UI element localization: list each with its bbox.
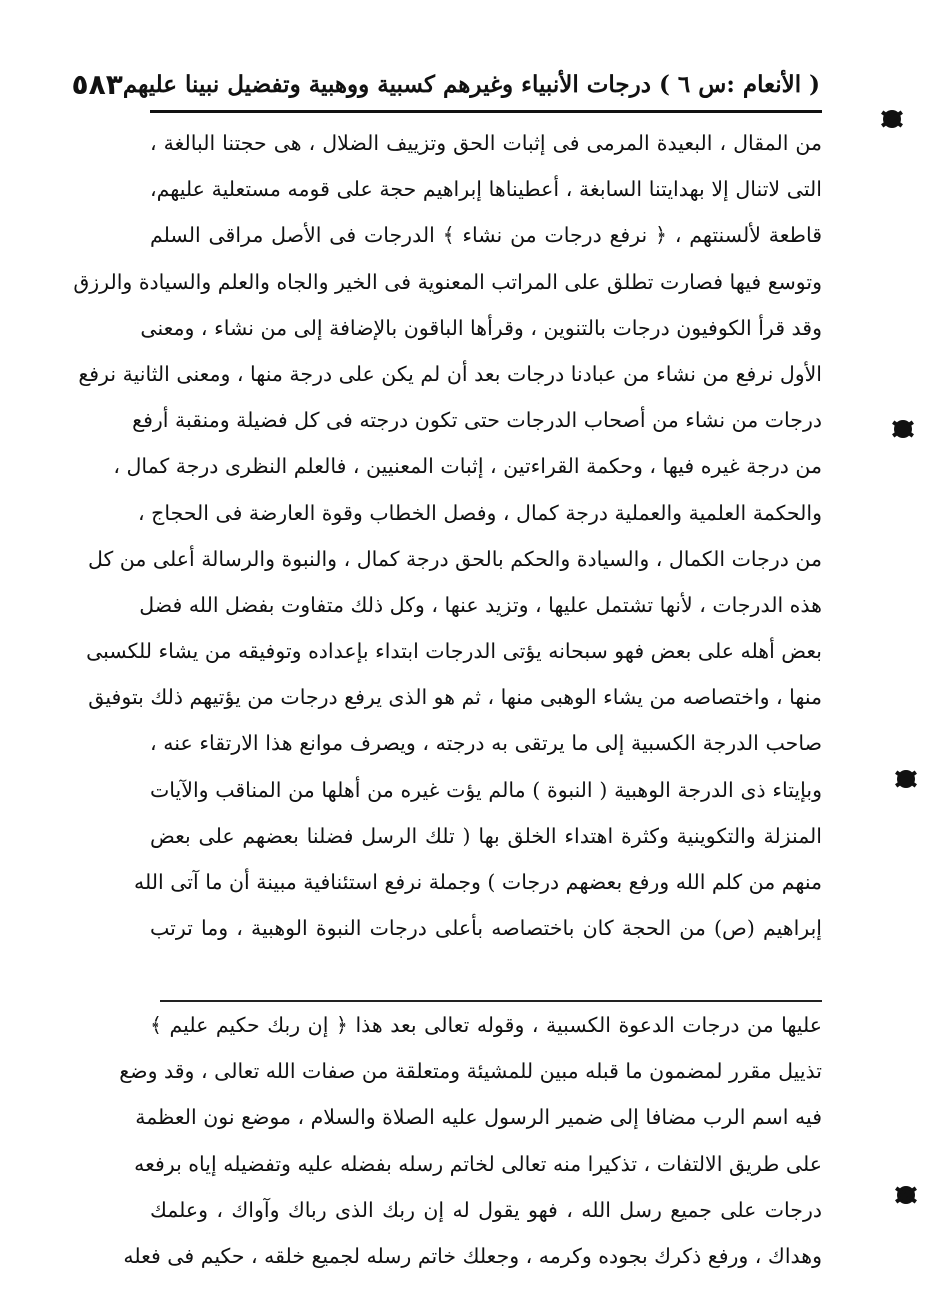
text-line: المنزلة والتكوينية وكثرة اهتداء الخلق بها ( تلك الرسل فضلنا بعضهم على بعض bbox=[150, 823, 822, 848]
binding-hole-mark bbox=[897, 1186, 915, 1204]
footnote-line: على طريق الالتفات ، تذكيرا منه تعالى لخاتم رسله بفضله عليه وتفضيله إياه برفعه bbox=[134, 1151, 822, 1176]
text-line: منها ، واختصاصه من يشاء الوهبى منها ، ثم هو الذى يرفع درجات من يؤتيهم ذلك بتوفيق bbox=[88, 685, 822, 710]
footnote-line: درجات على جميع رسل الله ، فهو يقول له إن ربك الذى رباك وآواك ، وعلمك bbox=[150, 1197, 822, 1222]
text-line: إبراهيم (ص) من الحجة كان باختصاصه بأعلى درجات النبوة الوهبية ، وما ترتب bbox=[150, 916, 822, 941]
header-rule bbox=[150, 110, 822, 113]
main-text bbox=[73, 120, 822, 951]
binding-hole-mark bbox=[883, 110, 901, 128]
text-line: صاحب الدرجة الكسبية إلى ما يرتقى به درجته ، ويصرف موانع هذا الارتقاء عنه ، bbox=[150, 731, 822, 756]
running-title: ( الأنعام :س ٦ ) درجات الأنبياء وغيرهم كسبية ووهبية وتفضيل نبينا عليهم bbox=[122, 70, 820, 98]
footnote-line: وهداك ، ورفع ذكرك بجوده وكرمه ، وجعلك خاتم رسله لجميع خلقه ، حكيم فى فعله bbox=[123, 1243, 822, 1268]
footnote-line: عليها من درجات الدعوة الكسبية ، وقوله تعالى بعد هذا ﴿ إن ربك حكيم عليم ﴾ bbox=[150, 1013, 822, 1037]
footnote-line: فيه اسم الرب مضافا إلى ضمير الرسول عليه الصلاة والسلام ، موضع نون العظمة bbox=[135, 1105, 822, 1130]
text-line: وقد قرأ الكوفيون درجات بالتنوين ، وقرأها الباقون بالإضافة إلى من نشاء ، ومعنى bbox=[140, 315, 822, 340]
text-line: والحكمة العلمية والعملية درجة كمال ، وفصل الخطاب وقوة العارضة فى الحجاج ، bbox=[137, 500, 822, 525]
text-line: التى لاتنال إلا بهدايتنا السابغة ، أعطيناها إبراهيم حجة على قومه مستعلية عليهم، bbox=[150, 177, 822, 202]
text-line: من درجة غيره فيها ، وحكمة القراءتين ، إثبات المعنيين ، فالعلم النظرى درجة كمال ، bbox=[113, 454, 822, 479]
footnote-text bbox=[119, 1002, 822, 1279]
text-line: منهم من كلم الله ورفع بعضهم درجات ) وجملة نرفع استئنافية مبينة أن ما آتى الله bbox=[133, 870, 822, 894]
text-line: هذه الدرجات ، لأنها تشتمل عليها ، وتزيد عنها ، وكل ذلك متفاوت بفضل الله فضل bbox=[139, 592, 822, 617]
text-line: الأول نرفع من نشاء من عبادنا درجات بعد أن لم يكن على درجة منها ، ومعنى الثانية نرفع bbox=[78, 361, 822, 386]
binding-hole-mark bbox=[897, 770, 915, 788]
page-header bbox=[71, 58, 820, 110]
text-line: من المقال ، البعيدة المرمى فى إثبات الحق وتزييف الضلال ، هى حجتنا البالغة ، bbox=[150, 131, 822, 155]
text-line: من درجات الكمال ، والسيادة والحكم بالحق درجة كمال ، والنبوة والرسالة أعلى من كل bbox=[87, 546, 822, 571]
text-line: درجات من نشاء من أصحاب الدرجات حتى تكون درجته فى كل فضيلة ومنقبة أرفع bbox=[132, 408, 822, 433]
page-number: ٥٨٣ bbox=[71, 67, 123, 101]
text-line: بعض أهله على بعض فهو سبحانه يؤتى الدرجات ابتداء بإعداده وتوفيقه من يشاء للكسبى bbox=[86, 639, 822, 664]
binding-hole-mark bbox=[894, 420, 912, 438]
text-line: قاطعة لألسنتهم ، ﴿ نرفع درجات من نشاء ﴾ الدرجات فى الأصل مراقى السلم bbox=[150, 223, 822, 248]
text-line: وتوسع فيها فصارت تطلق على المراتب المعنوية فى الخير والجاه والعلم والسيادة والرزق bbox=[73, 269, 822, 294]
footnote-line: تذييل مقرر لمضمون ما قبله مبين للمشيئة ومتعلقة من صفات الله تعالى ، وقد وضع bbox=[119, 1059, 822, 1084]
text-line: وبإيتاء ذى الدرجة الوهبية ( النبوة ) مالم يؤت غيره من أهلها من المناقب والآيات bbox=[150, 777, 822, 802]
